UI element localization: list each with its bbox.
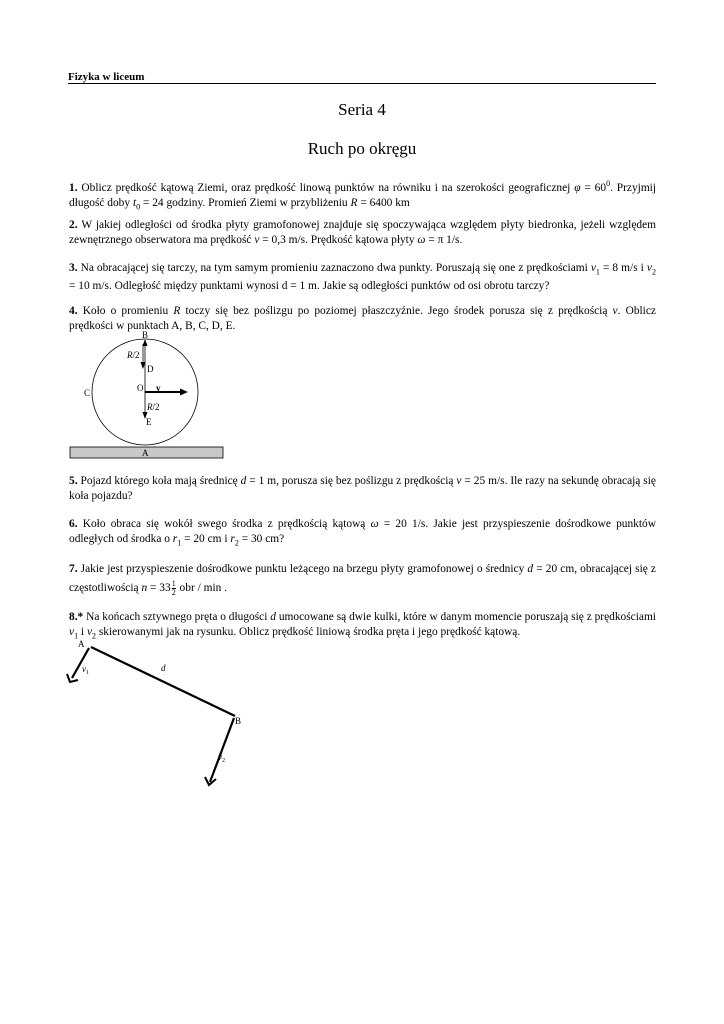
problem-text: = 20 cm i [184, 533, 228, 545]
label-v1: $v_1$ [82, 664, 89, 676]
problem-number: 3. [69, 262, 78, 274]
problem-text: = 24 godziny. Promień Ziemi w przybliżeniu [142, 196, 348, 209]
symbol: v [612, 305, 618, 317]
problem-text: = 25 m/s. Ile razy na sekundę obracają się koła pojazdu? [69, 475, 656, 502]
problem-1 [69, 176, 656, 214]
label-r-half-top: R/2 [127, 350, 140, 360]
symbol: d [527, 563, 534, 575]
label-b: B [235, 716, 242, 726]
problem-number: 8.* [69, 611, 84, 623]
problem-text: = 20 1/s. Jakie jest przyspieszenie dośrodkowe punktów odległych od środka o [69, 518, 656, 545]
problem-text: Na końcach sztywnego pręta o długości [86, 611, 268, 623]
problem-3 [69, 261, 656, 294]
problem-number: 6. [69, 518, 78, 530]
symbol: r [172, 533, 178, 545]
problem-text: . Oblicz prędkości w punktach A, B, C, D, E. [69, 305, 656, 332]
problem-7 [69, 560, 656, 598]
symbol: n [141, 582, 148, 594]
subscript: 0 [136, 202, 141, 212]
problem-text: i [80, 626, 85, 638]
problem-text: . Przyjmij długość doby [69, 181, 657, 209]
problem-text: = 30 cm? [241, 533, 285, 545]
problem-text: Jakie jest przyspieszenie dośrodkowe punktu leżącego na brzegu płyty gramofonowej o średnicy [80, 563, 525, 575]
problem-text: = 20 cm, obracającej się z częstotliwością [69, 563, 656, 594]
problem-text: = 60 [584, 181, 607, 194]
problem-text: = 10 m/s. Odległość między punktami wynosi d = 1 m. Jakie są odległości punktów od osi obrotu tarczy? [69, 280, 550, 293]
problem-text: = 33 [150, 582, 171, 594]
problem-6 [69, 517, 656, 550]
label-b: B [142, 330, 149, 340]
problem-text: Koło obraca się wokół swego środka z prędkością kątową [82, 518, 366, 530]
symbol: v [590, 262, 596, 274]
header-rule [68, 83, 656, 84]
subscript: 2 [234, 538, 239, 548]
label-a: A [78, 639, 85, 649]
symbol: d [240, 475, 247, 487]
problem-number: 1. [69, 181, 78, 194]
subscript: 1 [177, 538, 182, 548]
problem-text: W jakiej odległości od środka płyty gramofonowej znajduje się spoczywająca względem płyty biedronka, jeżeli względem zewnętrznego obserwatora ma prędkość [69, 219, 656, 246]
problem-text: = 1 m, porusza się bez poślizgu z prędkością [249, 475, 454, 487]
subscript: 1 [595, 267, 600, 277]
symbol: φ [574, 181, 581, 194]
problem-number: 7. [69, 563, 78, 575]
header-title: Fizyka w liceum [68, 71, 145, 83]
problem-text: = 0,3 m/s. Prędkość kątowa płyty [262, 234, 415, 246]
problem-5 [69, 474, 656, 504]
superscript: 0 [606, 179, 611, 188]
problem-text: = π 1/s. [428, 234, 463, 246]
problem-text: umocowane są dwie kulki, które w danym momencie poruszają się z prędkościami [278, 611, 656, 623]
problem-text: Oblicz prędkość kątową Ziemi, oraz prędkość linową punktów na równiku i na szerokości geograficznej [81, 181, 571, 194]
label-a: A [142, 448, 149, 458]
subscript: 2 [92, 631, 97, 641]
label-o: O [137, 383, 144, 393]
wheel-diagram [60, 330, 240, 462]
symbol: v [254, 234, 260, 246]
series-title: Seria 4 [338, 100, 386, 119]
symbol: v [86, 626, 93, 638]
problem-text: Na obracającej się tarczy, na tym samym promieniu zaznaczono dwa punkty. Poruszają się one z prędkościami [80, 262, 588, 274]
label-v: v [156, 383, 161, 393]
subscript: 1 [74, 631, 79, 641]
symbol: v [456, 475, 462, 487]
label-c: C [84, 388, 91, 398]
symbol: t [132, 196, 137, 209]
problem-text: Pojazd którego koła mają średnicę [80, 475, 238, 487]
symbol: R [173, 305, 181, 317]
label-e: E [146, 417, 152, 427]
label-d: d [161, 663, 166, 673]
velocity-arrowhead [180, 389, 188, 396]
problem-text: Koło o promieniu [82, 305, 169, 317]
rod-line [91, 647, 235, 716]
symbol: v [69, 626, 75, 638]
symbol: v [646, 262, 652, 274]
symbol: R [350, 196, 358, 209]
problem-2 [69, 218, 656, 248]
velocity-v2-arrow [210, 718, 234, 782]
problem-number: 2. [69, 219, 78, 231]
problem-text: = 8 m/s i [602, 262, 644, 274]
problem-text: toczy się bez poślizgu po poziomej płaszczyźnie. Jego środek porusza się z prędkością [185, 305, 608, 317]
label-v2: $v_2$ [218, 752, 225, 764]
symbol: r [230, 533, 235, 545]
chapter-title: Ruch po okręgu [307, 139, 417, 158]
rod-diagram [60, 638, 250, 788]
problem-text: skierowanymi jak na rysunku. Oblicz prędkość liniową środka pręta i jego prędkość kątową. [98, 626, 521, 638]
label-d: D [147, 364, 154, 374]
symbol: d [270, 611, 276, 623]
problem-text: obr / min . [179, 582, 228, 594]
symbol: ω [417, 234, 426, 246]
subscript: 2 [651, 267, 656, 277]
problem-number: 5. [69, 475, 78, 487]
label-r-half-bottom: R/2 [147, 402, 160, 412]
symbol: ω [370, 518, 379, 530]
fraction: $\frac{1}{2}$ [171, 578, 176, 597]
problem-text: = 6400 km [360, 196, 410, 209]
problem-number: 4. [69, 305, 78, 317]
